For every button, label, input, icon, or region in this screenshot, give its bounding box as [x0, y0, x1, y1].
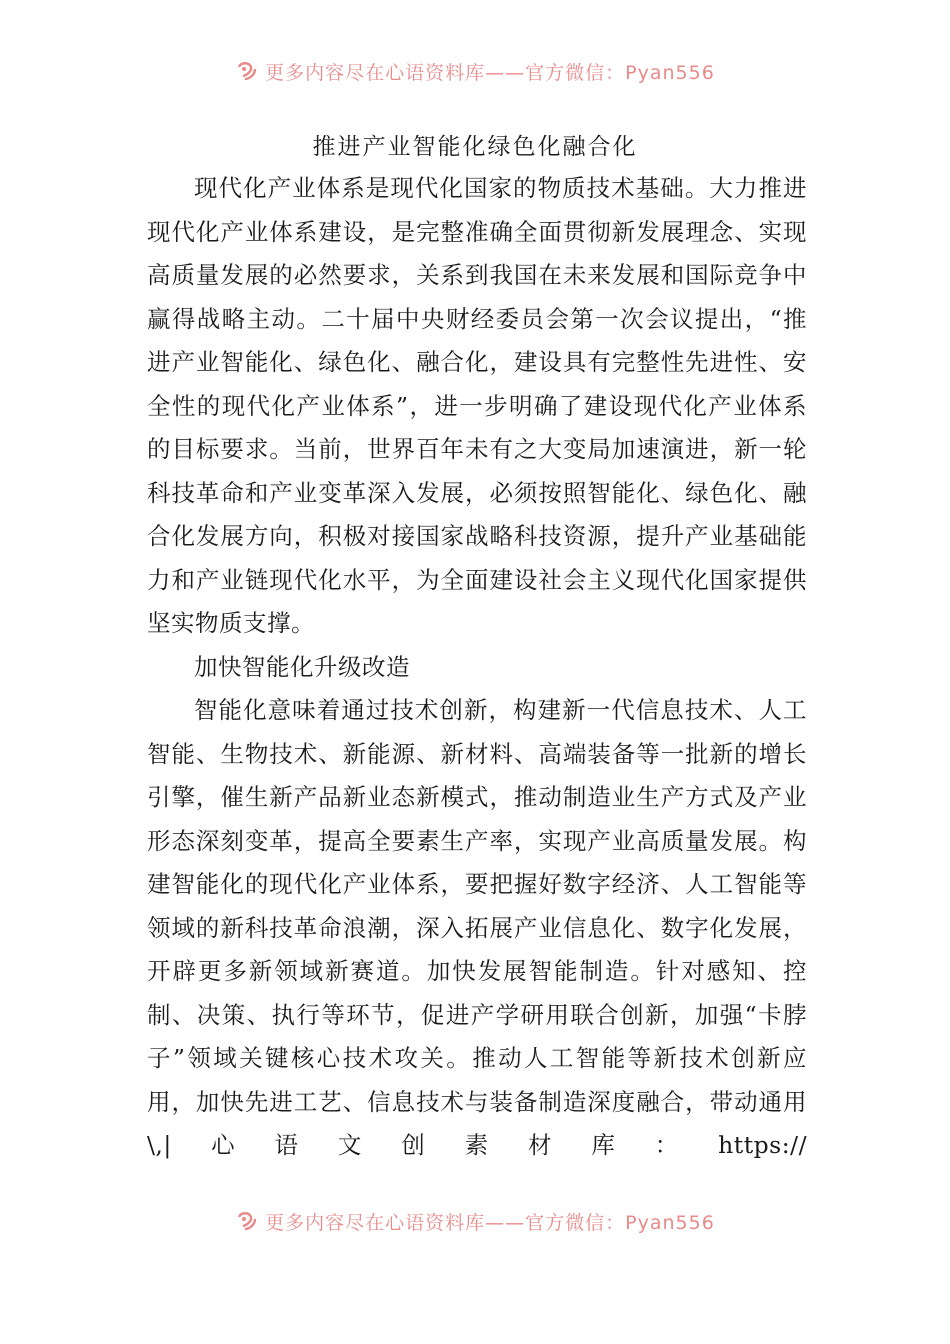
body-paragraph: 现代化产业体系是现代化国家的物质技术基础。大力推进现代化产业体系建设，是完整准确全面贯彻新发展理念、实现高质量发展的必然要求，关系到我国在未来发展和国际竞争中赢得战略主动。二十届中央财经委员会第一次会议提出，“推进产业智能化、绿色化、融合化，建设具有完整性先进性、安全性的现代化产业体系”，进一步明确了建设现代化产业体系的目标要求。当前，世界百年未有之大变局加速演进，新一轮科技革命和产业变革深入发展，必须按照智能化、绿色化、融合化发展方向，积极对接国家战略科技资源，提升产业基础能力和产业链现代化水平，为全面建设社会主义现代化国家提供坚实物质支撑。 — [147, 174, 807, 637]
document-body — [147, 167, 807, 1168]
watermark-logo-icon — [235, 59, 259, 83]
watermark-header — [0, 56, 950, 86]
watermark-text: 更多内容尽在心语资料库——官方微信：Pyan556 — [265, 61, 715, 84]
document-title: 推进产业智能化绿色化融合化 — [312, 134, 638, 160]
section-heading: 加快智能化升级改造 — [194, 652, 410, 681]
watermark-text: 更多内容尽在心语资料库——官方微信：Pyan556 — [265, 1211, 715, 1234]
section-paragraph: 智能化意味着通过技术创新，构建新一代信息技术、人工智能、生物技术、新能源、新材料、高端装备等一批新的增长引擎，催生新产品新业态新模式，推动制造业生产方式及产业形态深刻变革，提高全要素生产率，实现产业高质量发展。构建智能化的现代化产业体系，要把握好数字经济、人工智能等领域的新科技革命浪潮，深入拓展产业信息化、数字化发展，开辟更多新领域新赛道。加快发展智能制造。针对感知、控制、决策、执行等环节，促进产学研用联合创新，加强“卡脖子”领域关键核心技术攻关。推动人工智能等新技术创新应用，加快先进工艺、信息技术与装备制造深度融合，带动通用\,|心语文创素材库：https:// — [147, 696, 807, 1159]
watermark-footer — [0, 1206, 950, 1236]
watermark-logo-icon — [235, 1209, 259, 1233]
